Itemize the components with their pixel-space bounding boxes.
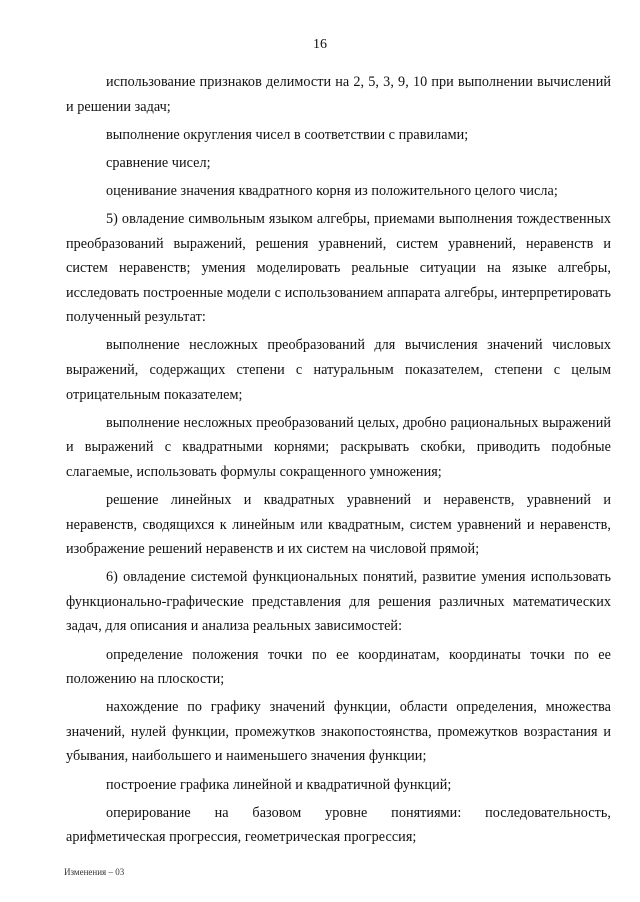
paragraph-graph-construction: построение графика линейной и квадратичной функций;: [106, 776, 452, 793]
paragraph-numeric-expressions: выполнение несложных преобразований для вычисления значений числовых выражений, содержащих степени с натуральным показателем, степени с целым отрицательным показателем;: [66, 337, 611, 403]
paragraph-function-graph: нахождение по графику значений функции, области определения, множества значений, нулей функции, промежутков знакопостоянства, промежутков возрастания и убывания, наибольшего и наименьшего значения функции;: [66, 699, 611, 765]
paragraph-square-root: оценивание значения квадратного корня из положительного целого числа;: [106, 182, 558, 199]
paragraph-point-coordinates: определение положения точки по ее координатам, координаты точки по ее положению на плоскости;: [66, 646, 611, 688]
document-body: [66, 70, 611, 850]
page-number: 16: [313, 37, 327, 52]
paragraph-item-6: 6) овладение системой функциональных понятий, развитие умения использовать функционально-графические представления для решения различных математических задач, для описания и анализа реальных зависимостей:: [66, 569, 611, 635]
paragraph-rounding: выполнение округления чисел в соответствии с правилами;: [106, 126, 469, 143]
paragraph-rational-expressions: выполнение несложных преобразований целых, дробно рациональных выражений и выражений с квадратными корнями; раскрывать скобки, приводить подобные слагаемые, использовать формулы сокращенного умножения;: [66, 414, 611, 480]
paragraph-divisibility: использование признаков делимости на 2, 5, 3, 9, 10 при выполнении вычислений и решении задач;: [66, 74, 611, 115]
footer-revision: Изменения – 03: [64, 867, 125, 877]
paragraph-comparison: сравнение чисел;: [106, 154, 211, 171]
paragraph-item-5: 5) овладение символьным языком алгебры, приемами выполнения тождественных преобразований выражений, решения уравнений, систем уравнений, неравенств и систем неравенств; умения моделировать реальные ситуации на языке алгебры, исследовать построенные модели с использованием аппарата алгебры, интерпретировать полученный результат:: [66, 210, 611, 326]
paragraph-equations: решение линейных и квадратных уравнений и неравенств, уравнений и неравенств, сводящихся к линейным или квадратным, систем уравнений и неравенств, изображение решений неравенств и их систем на числовой прямой;: [66, 492, 611, 558]
paragraph-progressions: оперирование на базовом уровне понятиями: последовательность, арифметическая прогрессия, геометрическая прогрессия;: [66, 804, 611, 846]
